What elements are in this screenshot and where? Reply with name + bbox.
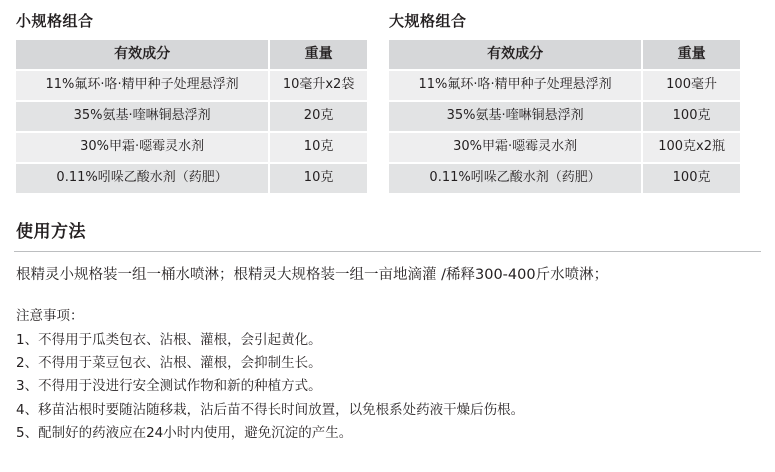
table-header-row: [15, 39, 368, 70]
small-spec-table-title: 小规格组合: [16, 12, 94, 30]
cell-weight: 100克: [642, 101, 741, 132]
cell-ingredient: 35%氨基·喹啉铜悬浮剂: [15, 101, 269, 132]
table-row: [15, 132, 368, 163]
table-row: [388, 101, 741, 132]
cell-weight: 10克: [269, 132, 368, 163]
large-spec-table: [387, 38, 742, 195]
notes-list: [14, 329, 761, 445]
large-spec-table-title: 大规格组合: [389, 12, 467, 30]
small-spec-table-block: [14, 10, 369, 195]
column-header-ingredient: 有效成分: [15, 39, 269, 70]
usage-paragraph: 根精灵小规格装一组一桶水喷淋；根精灵大规格装一组一亩地滴灌 /稀释300-400斤水喷淋；: [16, 267, 609, 283]
cell-ingredient: 0.11%吲哚乙酸水剂（药肥）: [388, 163, 642, 194]
cell-ingredient: 30%甲霜·噁霉灵水剂: [388, 132, 642, 163]
list-item: 3、不得用于没进行安全测试作物和新的种植方式。: [16, 378, 322, 395]
section-divider: [14, 251, 761, 252]
list-item: 5、配制好的药液应在24小时内使用，避免沉淀的产生。: [16, 424, 353, 441]
spec-tables-row: [14, 10, 761, 195]
cell-ingredient: 11%氟环·咯·精甲种子处理悬浮剂: [15, 70, 269, 101]
list-item: 4、移苗沾根时要随沾随移栽，沾后苗不得长时间放置，以免根系处药液干燥后伤根。: [16, 401, 525, 418]
table-row: [15, 101, 368, 132]
cell-ingredient: 35%氨基·喹啉铜悬浮剂: [388, 101, 642, 132]
cell-weight: 100克: [642, 163, 741, 194]
table-row: [15, 163, 368, 194]
table-row: [15, 70, 368, 101]
small-spec-table: [14, 38, 369, 195]
column-header-weight: 重量: [269, 39, 368, 70]
list-item: 1、不得用于瓜类包衣、沾根、灌根，会引起黄化。: [16, 331, 322, 348]
cell-weight: 10毫升x2袋: [269, 70, 368, 101]
table-row: [388, 70, 741, 101]
cell-weight: 20克: [269, 101, 368, 132]
large-spec-table-block: [387, 10, 742, 195]
usage-heading: 使用方法: [16, 222, 86, 242]
table-row: [388, 132, 741, 163]
column-header-weight: 重量: [642, 39, 741, 70]
cell-ingredient: 11%氟环·咯·精甲种子处理悬浮剂: [388, 70, 642, 101]
table-row: [388, 163, 741, 194]
notes-title: 注意事项：: [16, 307, 84, 324]
cell-ingredient: 0.11%吲哚乙酸水剂（药肥）: [15, 163, 269, 194]
column-header-ingredient: 有效成分: [388, 39, 642, 70]
table-header-row: [388, 39, 741, 70]
cell-weight: 10克: [269, 163, 368, 194]
cell-weight: 100毫升: [642, 70, 741, 101]
cell-ingredient: 30%甲霜·噁霉灵水剂: [15, 132, 269, 163]
list-item: 2、不得用于菜豆包衣、沾根、灌根，会抑制生长。: [16, 355, 322, 372]
cell-weight: 100克x2瓶: [642, 132, 741, 163]
